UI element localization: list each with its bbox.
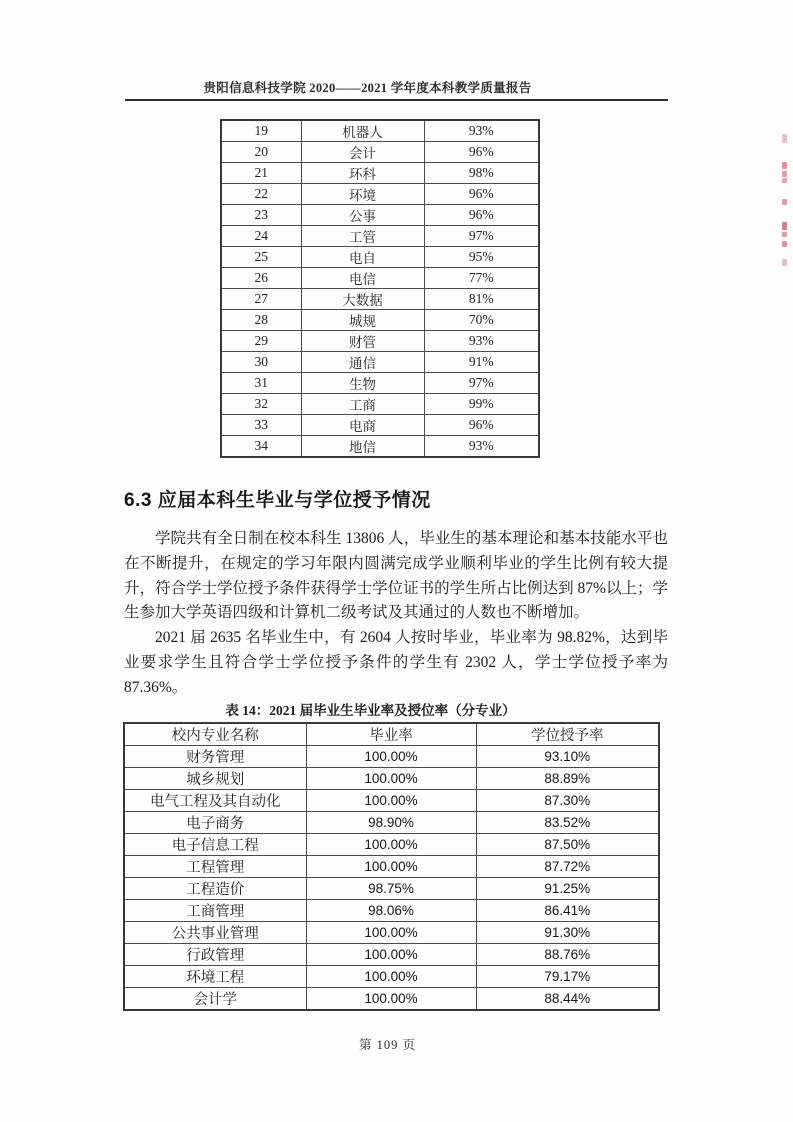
- table-cell: 100.00%: [306, 790, 476, 812]
- table-row: [221, 310, 539, 331]
- table-cell: 20: [221, 142, 301, 163]
- table-row: [221, 142, 539, 163]
- table-cell: 97%: [424, 373, 539, 394]
- table-row: [124, 988, 659, 1011]
- table-cell: 100.00%: [306, 966, 476, 988]
- table-cell: 环境: [301, 184, 424, 205]
- red-ink-bleed-mark: [782, 199, 787, 205]
- red-ink-bleed-mark: [782, 241, 787, 247]
- table-cell: 79.17%: [476, 966, 659, 988]
- table-cell: 96%: [424, 205, 539, 226]
- table-row: [124, 834, 659, 856]
- paragraph-line: 学院共有全日制在校本科生 13806 人，毕业生的基本理论和基本技能水平也: [155, 530, 668, 547]
- table-cell: 100.00%: [306, 746, 476, 768]
- table-cell: 96%: [424, 142, 539, 163]
- red-ink-bleed-mark: [782, 232, 787, 237]
- table-cell: 26: [221, 268, 301, 289]
- table-row: [221, 394, 539, 415]
- table-cell: 91.30%: [476, 922, 659, 944]
- table-row: [221, 205, 539, 226]
- table-cell: 城规: [301, 310, 424, 331]
- table-cell: 通信: [301, 352, 424, 373]
- table-cell: 财管: [301, 331, 424, 352]
- table-cell: 98.75%: [306, 878, 476, 900]
- table-cell: 98%: [424, 163, 539, 184]
- table-cell: 城乡规划: [124, 768, 306, 790]
- table-cell: 87.30%: [476, 790, 659, 812]
- table-row: [221, 120, 539, 142]
- table-header-cell: 毕业率: [306, 723, 476, 746]
- table-cell: 83.52%: [476, 812, 659, 834]
- table-row: [124, 966, 659, 988]
- paragraph-line: 业要求学生且符合学士学位授予条件的学生有 2302 人，学士学位授予率为: [124, 653, 668, 671]
- table-row: [221, 331, 539, 352]
- table-cell: 86.41%: [476, 900, 659, 922]
- paragraph-line: 在不断提升，在规定的学习年限内圆满完成学业顺利毕业的学生比例有较大提: [124, 554, 668, 572]
- table-cell: 电自: [301, 247, 424, 268]
- table-cell: 100.00%: [306, 856, 476, 878]
- table-cell: 100.00%: [306, 834, 476, 856]
- table-row: [124, 922, 659, 944]
- red-ink-bleed-mark: [782, 178, 787, 183]
- page-header-title: 贵阳信息科技学院 2020——2021 学年度本科教学质量报告: [203, 81, 532, 95]
- table-row: [124, 812, 659, 834]
- table-cell: 工管: [301, 226, 424, 247]
- table-row: [221, 247, 539, 268]
- paragraph-line: 2021 届 2635 名毕业生中，有 2604 人按时毕业，毕业率为 98.82%，达到毕: [155, 629, 668, 647]
- table-header-cell: 校内专业名称: [124, 723, 306, 746]
- table-cell: 工程管理: [124, 856, 306, 878]
- table-cell: 25: [221, 247, 301, 268]
- table-cell: 电子商务: [124, 812, 306, 834]
- table-cell: 77%: [424, 268, 539, 289]
- table-cell: 91.25%: [476, 878, 659, 900]
- table-row: [221, 268, 539, 289]
- table-cell: 93%: [424, 120, 539, 142]
- table-cell: 96%: [424, 184, 539, 205]
- table-cell: 环科: [301, 163, 424, 184]
- table-row: [221, 289, 539, 310]
- table-cell: 91%: [424, 352, 539, 373]
- table-14-graduation-and-degree-rates: [123, 722, 660, 1011]
- table-cell: 公事: [301, 205, 424, 226]
- table-cell: 电信: [301, 268, 424, 289]
- table-cell: 环境工程: [124, 966, 306, 988]
- table-cell: 21: [221, 163, 301, 184]
- paragraph-line: 87.36%。: [124, 678, 188, 696]
- table-cell: 行政管理: [124, 944, 306, 966]
- table-row: [124, 900, 659, 922]
- table-cell: 100.00%: [306, 988, 476, 1011]
- table-row: [221, 163, 539, 184]
- table-cell: 98.90%: [306, 812, 476, 834]
- table-row: [124, 768, 659, 790]
- table-cell: 88.89%: [476, 768, 659, 790]
- table-14-caption: 表 14：2021 届毕业生毕业率及授位率（分专业）: [225, 703, 516, 718]
- table-row: [221, 184, 539, 205]
- table-cell: 30: [221, 352, 301, 373]
- table-row: [221, 415, 539, 436]
- table-cell: 95%: [424, 247, 539, 268]
- table-cell: 财务管理: [124, 746, 306, 768]
- table-cell: 24: [221, 226, 301, 247]
- table-cell: 100.00%: [306, 922, 476, 944]
- table-cell: 97%: [424, 226, 539, 247]
- table-cell: 22: [221, 184, 301, 205]
- red-ink-bleed-mark: [782, 259, 787, 266]
- table-cell: 地信: [301, 436, 424, 458]
- table-row: [124, 944, 659, 966]
- table-cell: 33: [221, 415, 301, 436]
- table-cell: 电气工程及其自动化: [124, 790, 306, 812]
- table-header-cell: 学位授予率: [476, 723, 659, 746]
- table-cell: 87.72%: [476, 856, 659, 878]
- table-row: [124, 856, 659, 878]
- table-cell: 81%: [424, 289, 539, 310]
- table-cell: 31: [221, 373, 301, 394]
- table-cell: 生物: [301, 373, 424, 394]
- table-row: [221, 436, 539, 458]
- table-cell: 工程造价: [124, 878, 306, 900]
- page-number: 第 109 页: [358, 1038, 416, 1052]
- table-header-row: [124, 723, 659, 746]
- paragraph-line: 生参加大学英语四级和计算机二级考试及其通过的人数也不断增加。: [124, 604, 590, 622]
- section-body-text: [124, 527, 668, 701]
- paragraph-line: 升，符合学士学位授予条件获得学士学位证书的学生所占比例达到 87%以上；学: [124, 579, 668, 597]
- table-row: [221, 352, 539, 373]
- table-row: [221, 373, 539, 394]
- table-cell: 100.00%: [306, 768, 476, 790]
- table-row: [124, 790, 659, 812]
- table-cell: 93%: [424, 436, 539, 458]
- table-cell: 会计学: [124, 988, 306, 1011]
- table-cell: 19: [221, 120, 301, 142]
- table-cell: 99%: [424, 394, 539, 415]
- red-ink-bleed-mark: [782, 222, 787, 230]
- table-cell: 93%: [424, 331, 539, 352]
- red-ink-bleed-mark: [782, 134, 787, 143]
- table-cell: 34: [221, 436, 301, 458]
- major-graduation-rate-table-continued: [220, 119, 540, 458]
- table-cell: 87.50%: [476, 834, 659, 856]
- table-cell: 100.00%: [306, 944, 476, 966]
- table-cell: 88.76%: [476, 944, 659, 966]
- table-cell: 会计: [301, 142, 424, 163]
- table-cell: 70%: [424, 310, 539, 331]
- table-cell: 28: [221, 310, 301, 331]
- section-heading: 6.3 应届本科生毕业与学位授予情况: [124, 490, 431, 511]
- table-cell: 电子信息工程: [124, 834, 306, 856]
- table-cell: 96%: [424, 415, 539, 436]
- table-row: [124, 878, 659, 900]
- table-cell: 大数据: [301, 289, 424, 310]
- table-cell: 工商管理: [124, 900, 306, 922]
- table-row: [124, 746, 659, 768]
- table-cell: 29: [221, 331, 301, 352]
- table-cell: 电商: [301, 415, 424, 436]
- table-cell: 27: [221, 289, 301, 310]
- table-cell: 工商: [301, 394, 424, 415]
- table-cell: 88.44%: [476, 988, 659, 1011]
- table-cell: 公共事业管理: [124, 922, 306, 944]
- table-cell: 23: [221, 205, 301, 226]
- table-cell: 93.10%: [476, 746, 659, 768]
- table-cell: 32: [221, 394, 301, 415]
- red-ink-bleed-mark: [782, 171, 787, 177]
- table-row: [221, 226, 539, 247]
- red-ink-bleed-mark: [782, 162, 787, 169]
- header-rule: [125, 99, 668, 101]
- table-cell: 机器人: [301, 120, 424, 142]
- table-cell: 98.06%: [306, 900, 476, 922]
